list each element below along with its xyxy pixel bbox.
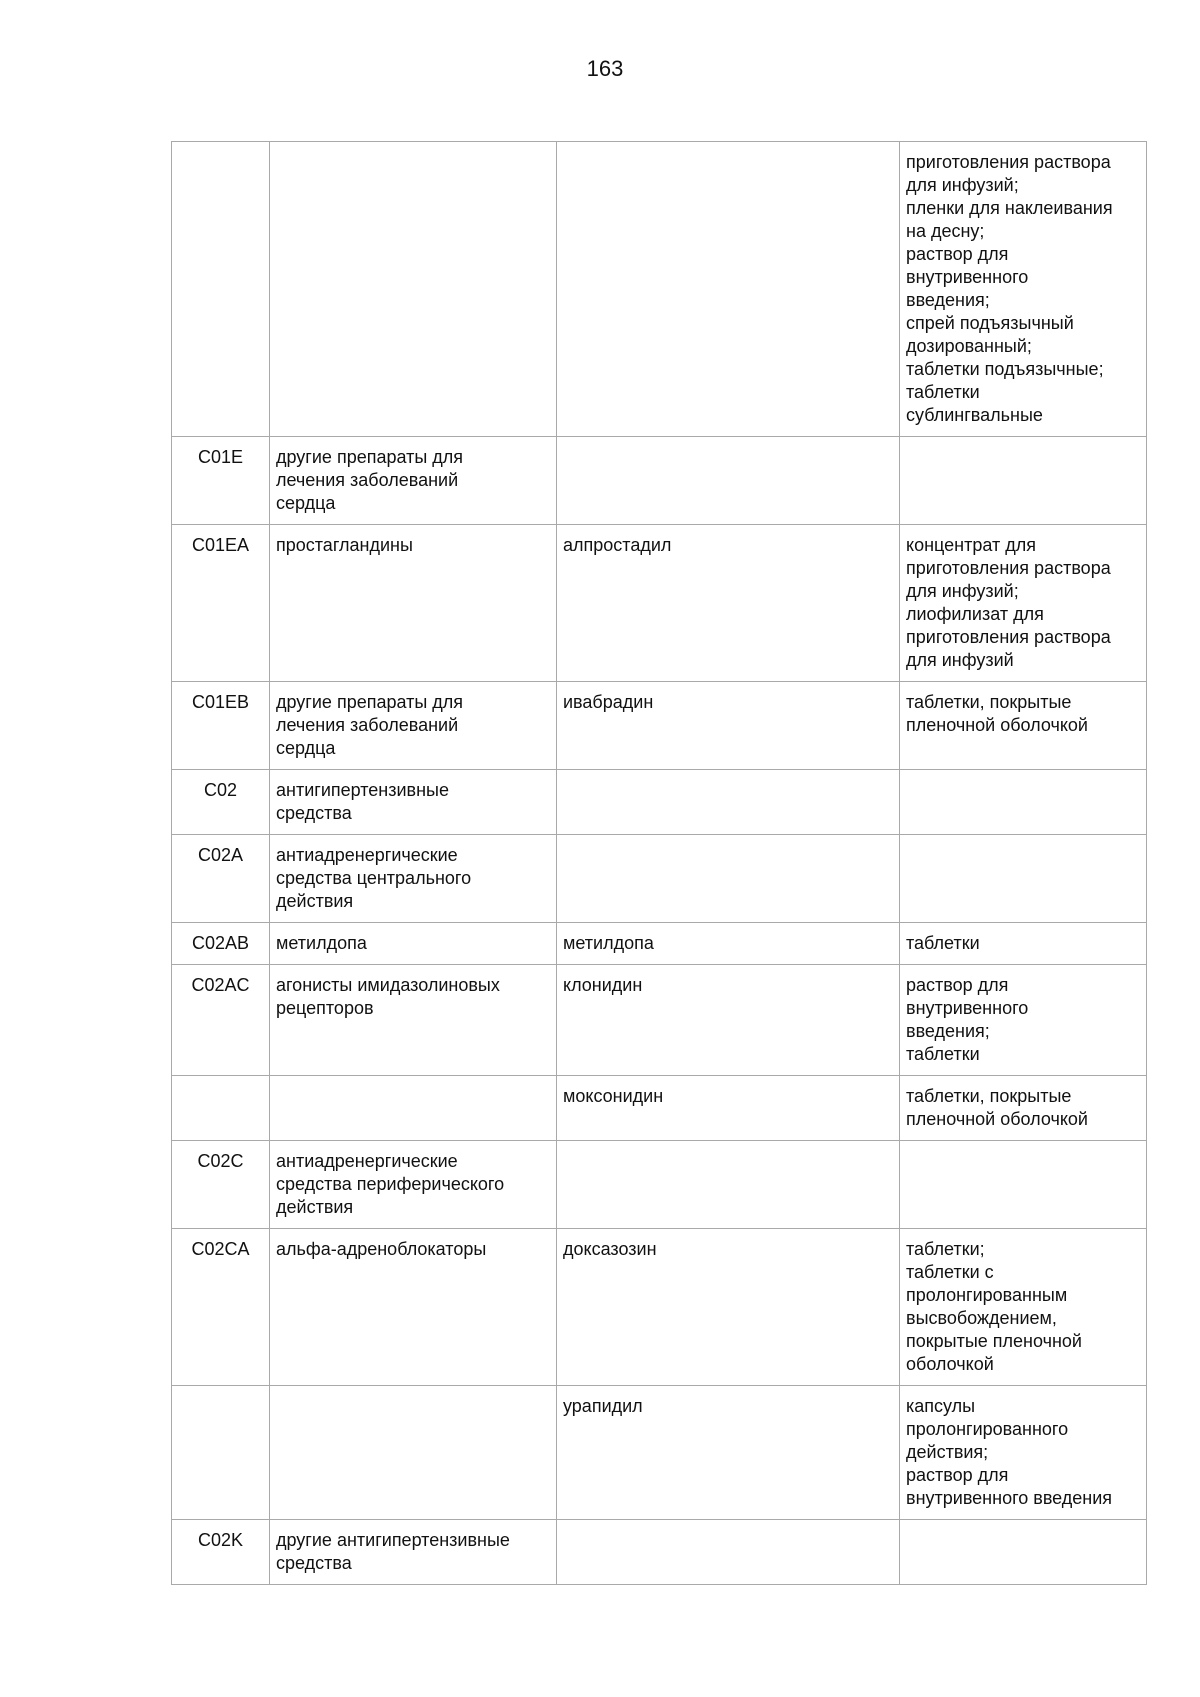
group-name-cell: альфа-адреноблокаторы <box>270 1229 557 1386</box>
group-name-cell: антиадренергические средства периферического действия <box>270 1141 557 1229</box>
group-name-cell: другие антигипертензивные средства <box>270 1520 557 1585</box>
dosage-forms-cell: таблетки, покрытые пленочной оболочкой <box>900 682 1147 770</box>
drug-name-cell <box>557 835 900 923</box>
drug-name-cell <box>557 1520 900 1585</box>
table-row <box>172 142 1147 437</box>
drug-name-cell: ивабрадин <box>557 682 900 770</box>
group-name-cell: агонисты имидазолиновых рецепторов <box>270 965 557 1076</box>
dosage-forms-cell <box>900 835 1147 923</box>
group-name-cell: простагландины <box>270 525 557 682</box>
table-row <box>172 682 1147 770</box>
table-row <box>172 525 1147 682</box>
atc-code-cell <box>172 1386 270 1520</box>
table-row <box>172 835 1147 923</box>
dosage-forms-cell: раствор для внутривенного введения; таблетки <box>900 965 1147 1076</box>
atc-code-cell <box>172 1076 270 1141</box>
table-row <box>172 1141 1147 1229</box>
table-row <box>172 770 1147 835</box>
drug-name-cell <box>557 1141 900 1229</box>
group-name-cell <box>270 1076 557 1141</box>
atc-code-cell: C02CA <box>172 1229 270 1386</box>
group-name-cell <box>270 1386 557 1520</box>
table-row <box>172 1520 1147 1585</box>
table-row <box>172 965 1147 1076</box>
dosage-forms-cell <box>900 1520 1147 1585</box>
drug-name-cell: алпростадил <box>557 525 900 682</box>
group-name-cell: антиадренергические средства центрального действия <box>270 835 557 923</box>
table-row <box>172 923 1147 965</box>
atc-code-cell: C02C <box>172 1141 270 1229</box>
drug-name-cell <box>557 437 900 525</box>
table-row <box>172 1076 1147 1141</box>
drug-name-cell: доксазозин <box>557 1229 900 1386</box>
atc-code-cell: C01EA <box>172 525 270 682</box>
atc-code-cell: C02K <box>172 1520 270 1585</box>
dosage-forms-cell: приготовления раствора для инфузий; пленки для наклеивания на десну; раствор для внутривенного введения; спрей подъязычный дозированный; таблетки подъязычные; таблетки сублингвальные <box>900 142 1147 437</box>
atc-code-cell: C02AC <box>172 965 270 1076</box>
dosage-forms-cell: таблетки; таблетки с пролонгированным высвобождением, покрытые пленочной оболочкой <box>900 1229 1147 1386</box>
drug-name-cell <box>557 770 900 835</box>
drug-name-cell: метилдопа <box>557 923 900 965</box>
group-name-cell: метилдопа <box>270 923 557 965</box>
atc-code-cell <box>172 142 270 437</box>
table-row <box>172 1229 1147 1386</box>
atc-code-cell: C01EB <box>172 682 270 770</box>
dosage-forms-cell: концентрат для приготовления раствора для инфузий; лиофилизат для приготовления раствора для инфузий <box>900 525 1147 682</box>
page-number: 163 <box>586 56 624 81</box>
drug-name-cell: урапидил <box>557 1386 900 1520</box>
atc-code-cell: C02A <box>172 835 270 923</box>
dosage-forms-cell <box>900 437 1147 525</box>
group-name-cell: другие препараты для лечения заболеваний сердца <box>270 682 557 770</box>
dosage-forms-cell <box>900 770 1147 835</box>
table-row <box>172 1386 1147 1520</box>
dosage-forms-cell: таблетки <box>900 923 1147 965</box>
drug-name-cell: моксонидин <box>557 1076 900 1141</box>
drug-classification-table <box>171 141 1147 1585</box>
group-name-cell <box>270 142 557 437</box>
atc-code-cell: C02 <box>172 770 270 835</box>
drug-name-cell <box>557 142 900 437</box>
dosage-forms-cell: таблетки, покрытые пленочной оболочкой <box>900 1076 1147 1141</box>
dosage-forms-cell: капсулы пролонгированного действия; раствор для внутривенного введения <box>900 1386 1147 1520</box>
group-name-cell: другие препараты для лечения заболеваний сердца <box>270 437 557 525</box>
drug-name-cell: клонидин <box>557 965 900 1076</box>
dosage-forms-cell <box>900 1141 1147 1229</box>
table-row <box>172 437 1147 525</box>
atc-code-cell: C01E <box>172 437 270 525</box>
atc-code-cell: C02AB <box>172 923 270 965</box>
group-name-cell: антигипертензивные средства <box>270 770 557 835</box>
